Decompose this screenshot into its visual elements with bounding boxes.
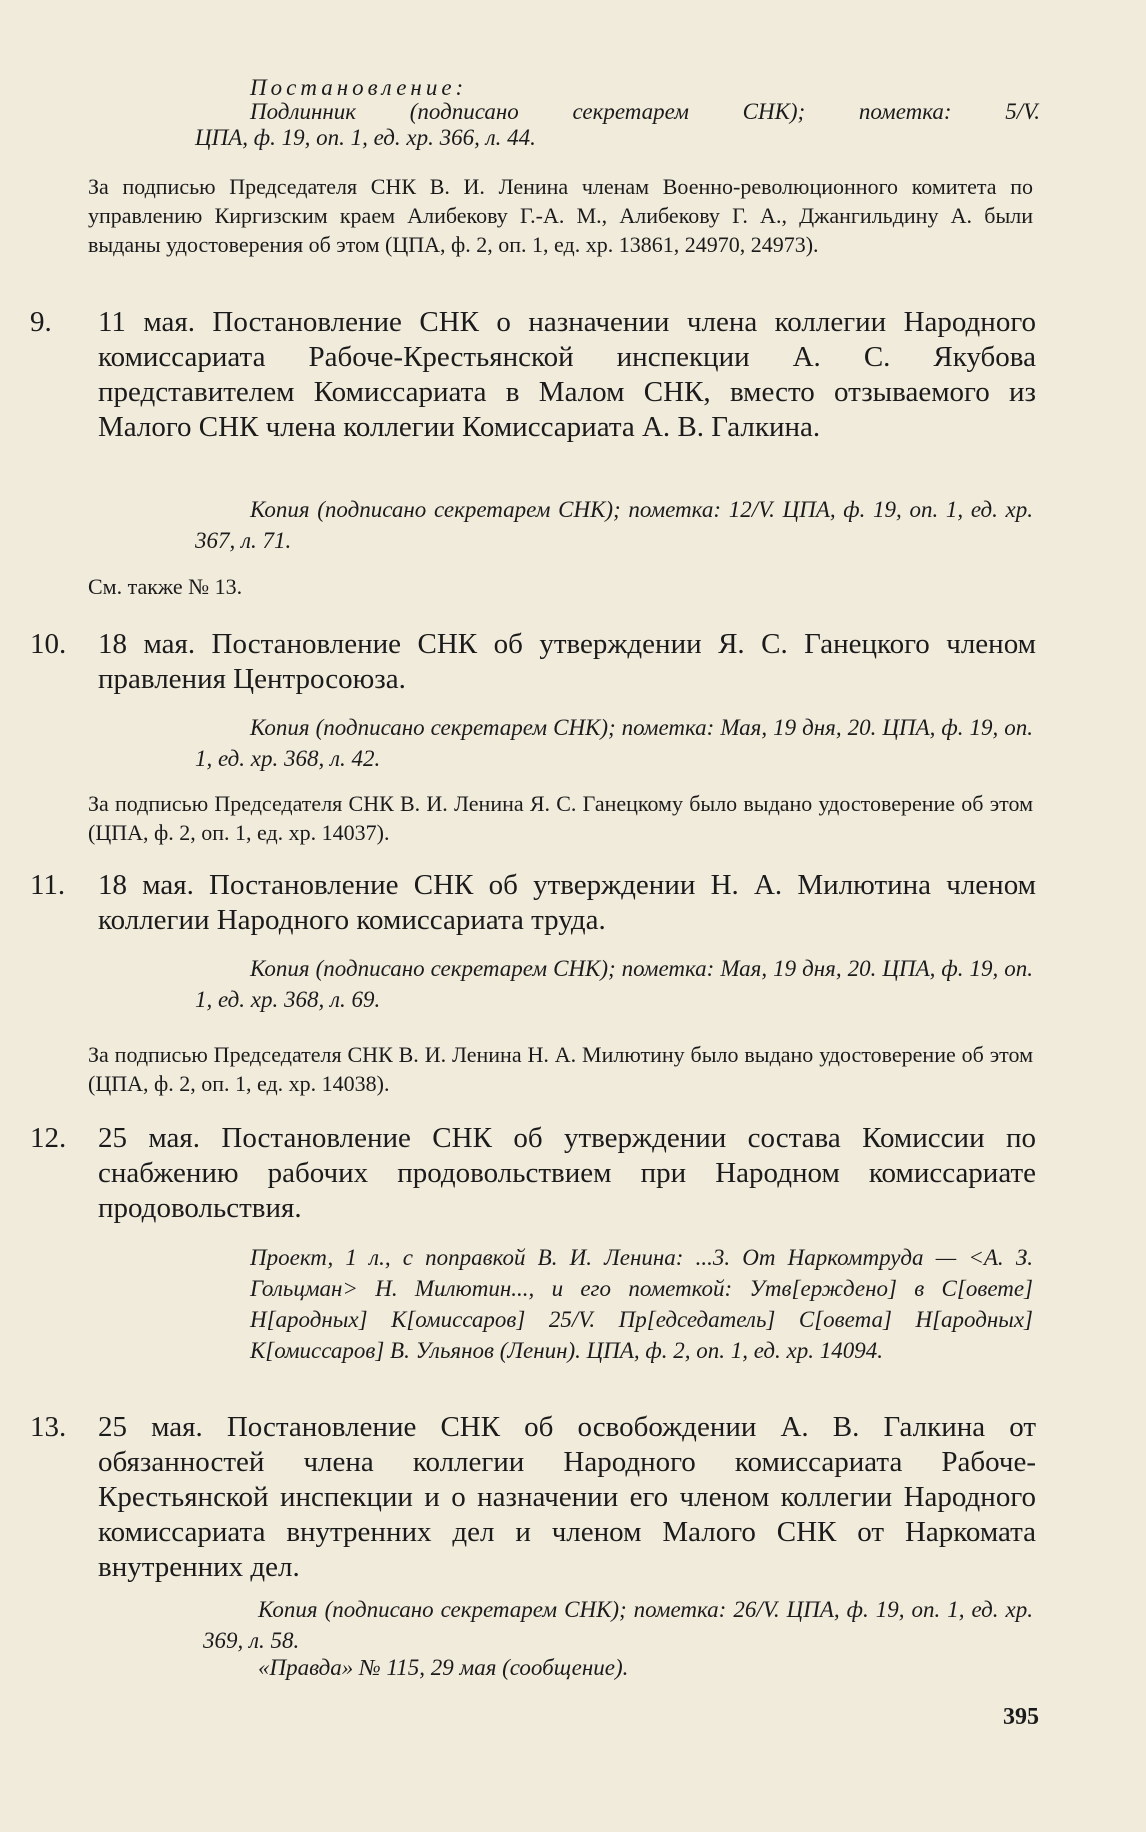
entry-number: 9. xyxy=(30,306,52,338)
entry-source: Копия (подписано секретарем СНК); пометка: Мая, 19 дня, 20. ЦПА, ф. 19, оп. 1, ед. хр. 368, л. 42. xyxy=(195,715,1033,771)
entry-number: 12. xyxy=(30,1122,67,1154)
entry-source: Копия (подписано секретарем СНК); пометка: 26/V. ЦПА, ф. 19, оп. 1, ед. хр. 369, л. 58. xyxy=(203,1597,1033,1653)
entry-number: 10. xyxy=(30,628,67,660)
entry-text: 25 мая. Постановление СНК об утверждении состава Комиссии по снабжению рабочих продовольствием при Народном комиссариате продовольствия. xyxy=(98,1122,1036,1224)
entry-text: 18 мая. Постановление СНК об утверждении Я. С. Ганецкого членом правления Центросоюза. xyxy=(98,628,1036,695)
entry-source: Копия (подписано секретарем СНК); пометка: Мая, 19 дня, 20. ЦПА, ф. 19, оп. 1, ед. хр. 368, л. 69. xyxy=(195,956,1033,1012)
entry-number: 13. xyxy=(30,1411,67,1443)
source-line: Подлинник (подписано секретарем СНК); пометка: 5/V. xyxy=(250,99,1040,124)
page-number: 395 xyxy=(1003,1704,1039,1730)
entry-source-secondary: «Правда» № 115, 29 мая (сообщение). xyxy=(258,1655,629,1680)
resolution-heading: Постановление: xyxy=(250,75,468,100)
entry-source: Проект, 1 л., с поправкой В. И. Ленина: ...3. От Наркомтруда — <А. З. Гольцман> Н. Милютин..., и его пометкой: Утв[ерждено] в С[овете] Н[ародных] К[омиссаров] 25/V. Пр[едседатель] С[овета] Н[ародных] К[омиссаров] В. Ульянов (Ленин). ЦПА, ф. 2, оп. 1, ед. хр. 14094. xyxy=(250,1245,1033,1363)
entry-note: За подписью Председателя СНК В. И. Ленина Я. С. Ганецкому было выдано удостоверение об этом (ЦПА, ф. 2, оп. 1, ед. хр. 14037). xyxy=(88,791,1033,845)
note-paragraph: За подписью Председателя СНК В. И. Ленина членам Военно-революционного комитета по управлению Киргизским краем Алибекову Г.-А. М., Алибекову Г. А., Джангильдину А. были выданы удостоверения об этом (ЦПА, ф. 2, оп. 1, ед. хр. 13861, 24970, 24973). xyxy=(88,174,1033,257)
entry-text: 25 мая. Постановление СНК об освобождении А. В. Галкина от обязанностей члена коллегии Народного комиссариата Рабоче-Крестьянской инспекции и о назначении его членом коллегии Народного комиссариата внутренних дел и членом Малого СНК от Наркомата внутренних дел. xyxy=(98,1411,1036,1583)
entry-text: 11 мая. Постановление СНК о назначении члена коллегии Народного комиссариата Рабоче-Крестьянской инспекции А. С. Якубова представителем Комиссариата в Малом СНК, вместо отзываемого из Малого СНК члена коллегии Комиссариата А. В. Галкина. xyxy=(98,306,1036,443)
entry-note: За подписью Председателя СНК В. И. Ленина Н. А. Милютину было выдано удостоверение об этом (ЦПА, ф. 2, оп. 1, ед. хр. 14038). xyxy=(88,1042,1033,1096)
entry-number: 11. xyxy=(30,869,66,901)
entry-note: См. также № 13. xyxy=(88,574,243,599)
archive-reference: ЦПА, ф. 19, оп. 1, ед. хр. 366, л. 44. xyxy=(195,125,536,150)
entry-text: 18 мая. Постановление СНК об утверждении Н. А. Милютина членом коллегии Народного комиссариата труда. xyxy=(98,869,1036,936)
entry-source: Копия (подписано секретарем СНК); пометка: 12/V. ЦПА, ф. 19, оп. 1, ед. хр. 367, л. 71. xyxy=(195,497,1033,553)
